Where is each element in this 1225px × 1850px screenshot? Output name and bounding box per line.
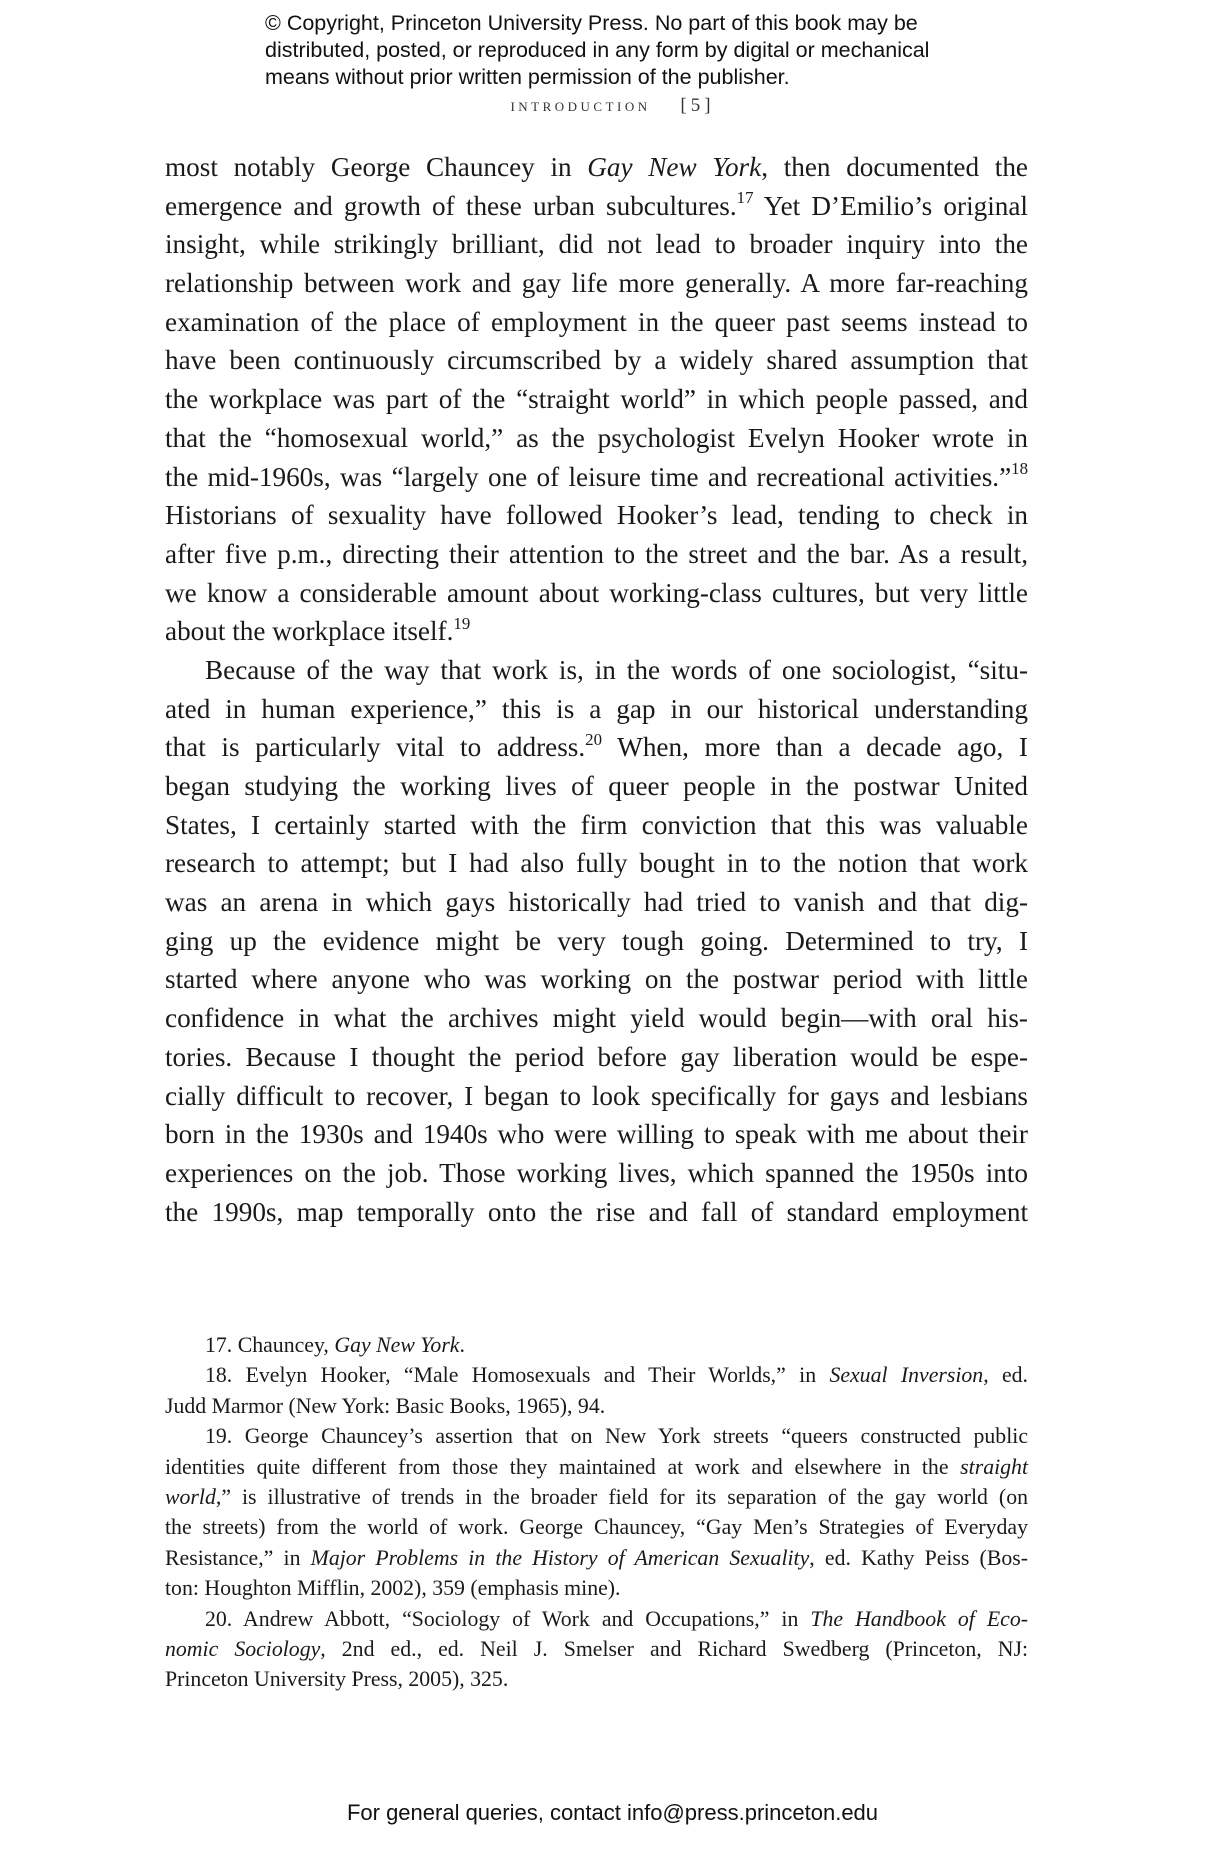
italic-text: world (165, 1484, 216, 1509)
text-segment: 19. George Chauncey’s assertion that on New York streets “queers constructed public (205, 1424, 1028, 1449)
body-line (165, 574, 1028, 613)
body-line (165, 690, 1028, 729)
body-line (165, 1038, 1028, 1077)
text-segment: have been continuously circumscribed by a widely shared assumption that (165, 345, 1028, 376)
copyright-line: © Copyright, Princeton University Press. No part of this book may be (265, 11, 918, 35)
text-segment: ton: Houghton Mifflin, 2002), 359 (emphasis mine). (165, 1576, 621, 1601)
italic-text: The Handbook of Eco- (810, 1606, 1028, 1631)
footnote-line (165, 1330, 1028, 1360)
footnote-line (165, 1664, 1028, 1694)
text-segment: , ed. (983, 1363, 1029, 1388)
text-segment: 17. Chauncey, (205, 1333, 335, 1357)
text-segment: . (459, 1333, 465, 1357)
italic-text: Major Problems in the History of American Sexuality (310, 1545, 810, 1570)
body-line (165, 883, 1028, 922)
contact-footer: For general queries, contact info@press.princeton.edu (346, 1800, 879, 1825)
body-line (165, 1154, 1028, 1193)
text-segment: identities quite different from those they maintained at work and elsewhere in the (165, 1454, 961, 1479)
footnote-line (165, 1634, 1028, 1664)
italic-text: straight (960, 1454, 1028, 1479)
footnote-line (165, 1604, 1028, 1634)
text-segment: after five p.m., directing their attention to the street and the bar. As a result, (165, 538, 1028, 569)
text-segment: confidence in what the archives might yield would begin—with oral his- (165, 1003, 1028, 1034)
body-line (165, 380, 1028, 419)
running-head (0, 95, 1225, 117)
text-segment: States, I certainly started with the firm conviction that this was valuable (165, 809, 1028, 840)
footnote-line (165, 1360, 1028, 1390)
text-segment: the 1990s, map temporally onto the rise and fall of standard employment (165, 1196, 1028, 1227)
text-segment: that is particularly vital to address. (165, 732, 586, 763)
italic-text: Gay New York (334, 1333, 460, 1357)
body-line (165, 187, 1028, 226)
text-segment: we know a considerable amount about working-class cultures, but very little (165, 577, 1028, 608)
text-segment: ated in human experience,” this is a gap in our historical understanding (165, 693, 1028, 724)
body-line (165, 960, 1028, 999)
text-segment: Judd Marmor (New York: Basic Books, 1965), 94. (165, 1393, 606, 1418)
copyright-line: means without prior written permission of the publisher. (265, 65, 790, 89)
text-segment: Yet D’Emilio’s original (753, 190, 1028, 221)
italic-text: Sexual Inversion (829, 1363, 984, 1388)
body-line (165, 535, 1028, 574)
text-segment: 18. Evelyn Hooker, “Male Homosexuals and Their Worlds,” in (205, 1363, 830, 1388)
text-segment: When, more than a decade ago, I (602, 732, 1028, 763)
text-segment: the streets) from the world of work. George Chauncey, “Gay Men’s Strategies of Everyday (165, 1515, 1028, 1540)
text-segment: that the “homosexual world,” as the psychologist Evelyn Hooker wrote in (165, 422, 1028, 453)
text-segment: cially difficult to recover, I began to look specifically for gays and lesbians (165, 1080, 1028, 1111)
body-line (165, 496, 1028, 535)
italic-text: nomic Sociology (165, 1636, 321, 1661)
footnotes (165, 1330, 1028, 1695)
text-segment: started where anyone who was working on the postwar period with little (165, 964, 1028, 995)
body-text (165, 148, 1028, 1231)
body-line (165, 651, 1028, 690)
running-head-title: introduction (510, 95, 651, 116)
footnote-ref: 17 (736, 187, 754, 207)
text-segment: research to attempt; but I had also fully bought in to the notion that work (165, 848, 1028, 879)
text-segment: insight, while strikingly brilliant, did not lead to broader inquiry into the (165, 229, 1028, 260)
text-segment: Because of the way that work is, in the words of one sociologist, “situ- (205, 654, 1028, 685)
text-segment: most notably George Chauncey in (165, 152, 588, 182)
italic-text: Gay New York (587, 152, 762, 182)
body-line (165, 1115, 1028, 1154)
text-segment: ,” is illustrative of trends in the broader field for its separation of the gay world (on (215, 1484, 1028, 1509)
body-line (165, 844, 1028, 883)
footnote-ref: 20 (585, 729, 603, 749)
body-line (165, 303, 1028, 342)
text-segment: the workplace was part of the “straight world” in which people passed, and (165, 384, 1028, 415)
text-segment: was an arena in which gays historically had tried to vanish and that dig- (165, 887, 1028, 918)
body-line (165, 148, 1028, 187)
text-segment: examination of the place of employment in the queer past seems instead to (165, 306, 1028, 337)
footnote-line (165, 1482, 1028, 1512)
footnote-line (165, 1421, 1028, 1451)
text-segment: , then documented the (761, 152, 1028, 182)
text-segment: tories. Because I thought the period before gay liberation would be espe- (165, 1041, 1028, 1072)
text-segment: born in the 1930s and 1940s who were willing to speak with me about their (165, 1119, 1028, 1150)
text-segment: emergence and growth of these urban subcultures. (165, 190, 737, 221)
text-segment: began studying the working lives of queer people in the postwar United (165, 771, 1028, 801)
text-segment: 20. Andrew Abbott, “Sociology of Work and Occupations,” in (205, 1606, 811, 1631)
body-line (165, 728, 1028, 767)
body-line (165, 1077, 1028, 1116)
footnote-line (165, 1512, 1028, 1542)
body-line (165, 767, 1028, 806)
body-line (165, 458, 1028, 497)
footnote-line (165, 1543, 1028, 1573)
text-segment: Historians of sexuality have followed Hooker’s lead, tending to check in (165, 500, 1028, 531)
body-line (165, 264, 1028, 303)
footnote-line (165, 1391, 1028, 1421)
text-segment: the mid-1960s, was “largely one of leisure time and recreational activities.” (165, 461, 1012, 492)
copyright-notice (265, 10, 1025, 91)
footnote-ref: 19 (453, 613, 471, 633)
text-segment: Princeton University Press, 2005), 325. (165, 1667, 509, 1692)
copyright-line: distributed, posted, or reproduced in any form by digital or mechanical (265, 38, 930, 62)
body-line (165, 999, 1028, 1038)
footnote-ref: 18 (1011, 458, 1028, 478)
text-segment: , 2nd ed., ed. Neil J. Smelser and Richard Swedberg (Princeton, NJ: (320, 1636, 1028, 1661)
footnote-line (165, 1452, 1028, 1482)
text-segment: relationship between work and gay life more generally. A more far-reaching (165, 268, 1028, 299)
text-segment: , ed. Kathy Peiss (Bos- (809, 1545, 1028, 1570)
text-segment: about the workplace itself. (165, 616, 454, 647)
body-line (165, 922, 1028, 961)
page-number: [5] (680, 95, 715, 116)
body-line (165, 806, 1028, 845)
text-segment: experiences on the job. Those working lives, which spanned the 1950s into (165, 1157, 1028, 1188)
body-line (165, 419, 1028, 458)
body-line (165, 612, 1028, 651)
text-segment: Resistance,” in (165, 1545, 311, 1570)
body-line (165, 225, 1028, 264)
footnote-line (165, 1573, 1028, 1603)
body-line (165, 341, 1028, 380)
body-line (165, 1193, 1028, 1232)
text-segment: ging up the evidence might be very tough going. Determined to try, I (165, 925, 1028, 956)
